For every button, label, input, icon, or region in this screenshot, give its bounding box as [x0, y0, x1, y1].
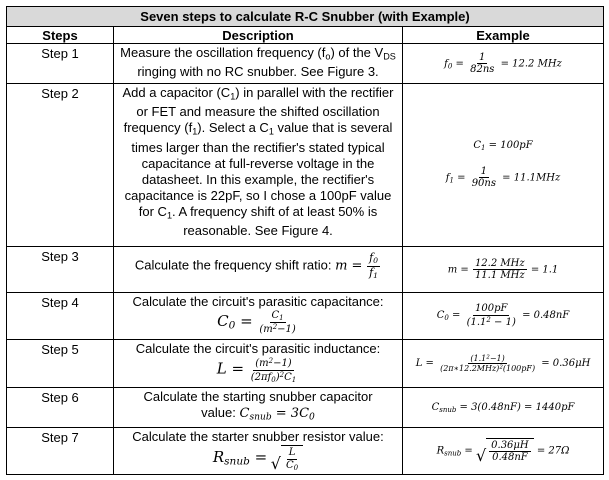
- step-description: Add a capacitor $(C_1)$ in parallel with the rectifier or FET and measure the shifted oscillation frequency $(f_1)$. Select a $C_1$ value that is several times larger than the rectifier's stated typical capacitance at full-reverse voltage in the datasheet. In this example, the rectifier's capacitance is 22pF, so I chose a 100pF value for $C_1$. A frequency shift of at least 50% is reasonable. See Figure 4.: [114, 84, 403, 247]
- step-description: Measure the oscillation frequency $(f_o)$ of the $V_{DS}$ ringing with no RC snubber. See Figure 3.: [114, 44, 403, 84]
- table-row: [7, 340, 604, 388]
- table-title: Seven steps to calculate R-C Snubber (with Example): [7, 7, 604, 27]
- header-row: [7, 27, 604, 44]
- step-description: Calculate the frequency shift ratio: m = $\frac{f_0}{f_1}$: [114, 247, 403, 293]
- step-label: Step 3: [7, 247, 114, 293]
- table-row: [7, 247, 604, 293]
- step-description: Calculate the circuit's parasitic inductance: L = $\frac{(m^2-1)}{(2\pi f_0)^2C_1}$: [114, 340, 403, 388]
- step-example: L = $\frac{(1.1^2-1)}{(2\pi∗12.2MHz)^2(100pF)}$ = 0.36μH: [403, 340, 604, 388]
- step-label: Step 7: [7, 428, 114, 474]
- step-label: Step 1: [7, 44, 114, 84]
- table-row: [7, 293, 604, 340]
- table-row: [7, 388, 604, 428]
- table-row: [7, 428, 604, 474]
- header-example: Example: [403, 27, 604, 44]
- step-example: $f_0$ = $\frac{1}{82ns}$ = 12.2 MHz: [403, 44, 604, 84]
- step-label: Step 4: [7, 293, 114, 340]
- snubber-table: [6, 6, 604, 475]
- table-row: [7, 84, 604, 247]
- step-example: $C_{snub} = 3(0.48nF) = 1440pF$: [403, 388, 604, 428]
- step-label: Step 6: [7, 388, 114, 428]
- step-label: Step 2: [7, 84, 114, 247]
- step-example: $R_{snub}$ = √ $\frac{0.36\mu H}{0.48nF}$ = 27Ω: [403, 428, 604, 474]
- step-example: $C_1 = 100pF$ $f_1$ = $\frac{1}{90ns}$ = 11.1MHz: [403, 84, 604, 247]
- header-steps: Steps: [7, 27, 114, 44]
- step-label: Step 5: [7, 340, 114, 388]
- step-description: Calculate the starting snubber capacitor value: $C_{snub} = 3C_0$: [114, 388, 403, 428]
- step-example: $C_0$ = $\frac{100pF}{(1.1^2 - 1)}$ = 0.48nF: [403, 293, 604, 340]
- header-description: Description: [114, 27, 403, 44]
- step-description: Calculate the circuit's parasitic capacitance: $C_0$ = $\frac{C_1}{(m^2-1)}$: [114, 293, 403, 340]
- step-description: Calculate the starter snubber resistor value: $R_{snub}$ = √ $\frac{L}{C_0}$: [114, 428, 403, 474]
- step-example: m = $\frac{\text{12.2 MHz}}{\text{11.1 MHz}}$ = 1.1: [403, 247, 604, 293]
- table-row: [7, 44, 604, 84]
